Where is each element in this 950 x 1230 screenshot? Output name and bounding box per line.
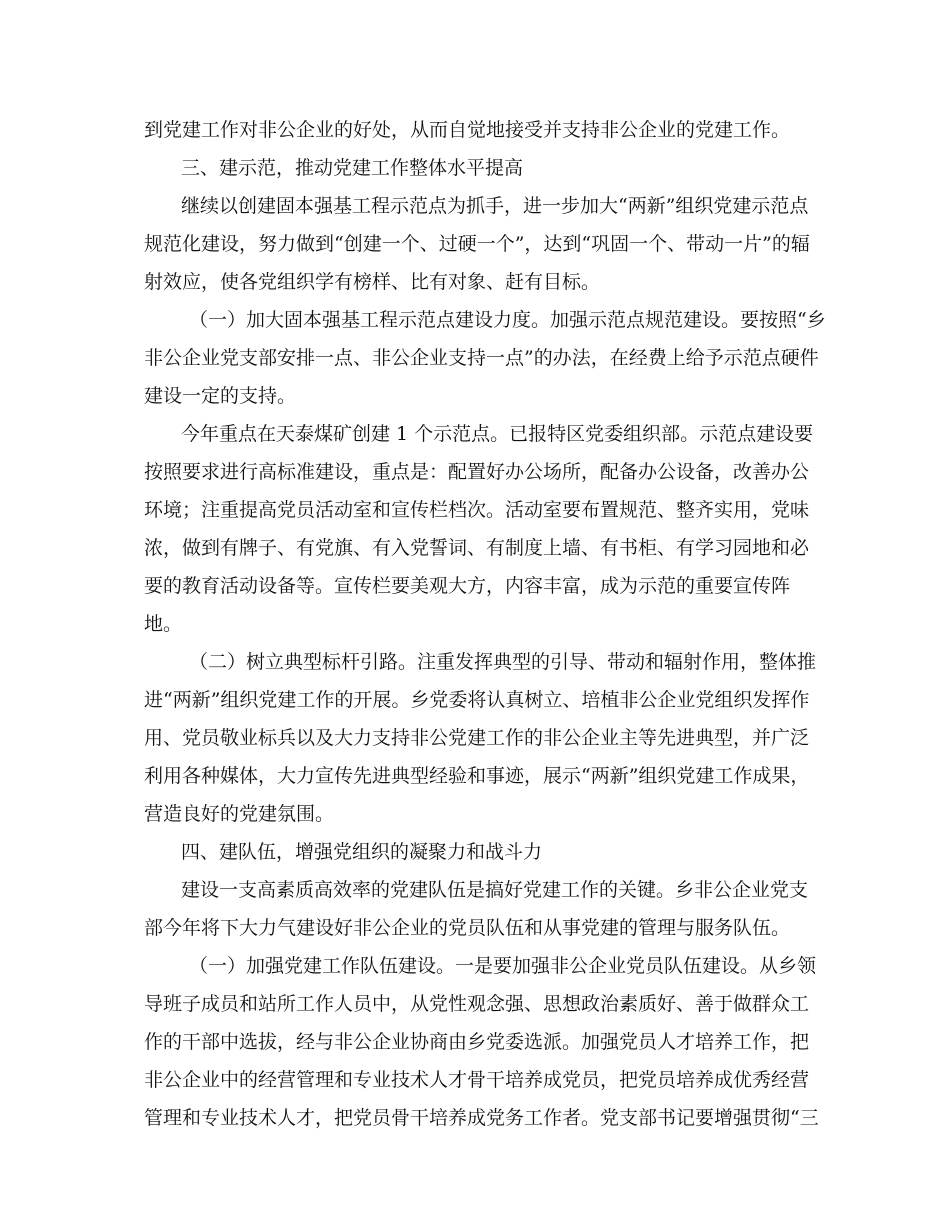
paragraph-line: 到党建工作对非公企业的好处，从而自觉地接受并支持非公企业的党建工作。	[144, 119, 791, 141]
paragraph-line: 要的教育活动设备等。宣传栏要美观大方，内容丰富，成为示范的重要宣传阵	[144, 575, 791, 597]
paragraph-line: 利用各种媒体，大力宣传先进典型经验和事迹，展示“两新”组织党建工作成果，	[144, 765, 810, 787]
paragraph-line: 建设一定的支持。	[144, 385, 297, 407]
paragraph-line: 导班子成员和站所工作人员中，从党性观念强、思想政治素质好、善于做群众工	[144, 993, 810, 1015]
paragraph-line: （二）树立典型标杆引路。注重发挥典型的引导、带动和辐射作用，整体推	[189, 651, 817, 673]
paragraph-line: 按照要求进行高标准建设，重点是：配置好办公场所，配备办公设备，改善办公	[144, 461, 810, 483]
section-heading-4: 四、建队伍，增强党组织的凝聚力和战斗力	[181, 841, 543, 863]
paragraph-line: 今年重点在天泰煤矿创建 1 个示范点。已报特区党委组织部。示范点建设要	[181, 423, 814, 445]
paragraph-line: 继续以创建固本强基工程示范点为抓手，进一步加大“两新”组织党建示范点	[181, 195, 809, 217]
paragraph-line: 用、党员敬业标兵以及大力支持非公党建工作的非公企业主等先进典型，并广泛	[144, 727, 810, 749]
paragraph-line: 部今年将下大力气建设好非公企业的党员队伍和从事党建的管理与服务队伍。	[144, 917, 791, 939]
paragraph-line: 规范化建设，努力做到“创建一个、过硬一个”，达到“巩固一个、带动一片”的辐	[144, 233, 810, 255]
paragraph-line: 作的干部中选拔，经与非公企业协商由乡党委选派。加强党员人才培养工作，把	[144, 1031, 810, 1053]
paragraph-line: 环境；注重提高党员活动室和宣传栏档次。活动室要布置规范、整齐实用，党味	[144, 499, 810, 521]
paragraph-line: 浓，做到有牌子、有党旗、有入党誓词、有制度上墙、有书柜、有学习园地和必	[144, 537, 810, 559]
paragraph-line: 射效应，使各党组织学有榜样、比有对象、赶有目标。	[144, 271, 601, 293]
paragraph-line: 管理和专业技术人才，把党员骨干培养成党务工作者。党支部书记要增强贯彻“三	[144, 1107, 819, 1129]
paragraph-line: 建设一支高素质高效率的党建队伍是搞好党建工作的关键。乡非公企业党支	[181, 879, 809, 901]
paragraph-line: 进“两新”组织党建工作的开展。乡党委将认真树立、培植非公企业党组织发挥作	[144, 689, 810, 711]
paragraph-line: （一）加强党建工作队伍建设。一是要加强非公企业党员队伍建设。从乡领	[189, 955, 817, 977]
section-heading-3: 三、建示范，推动党建工作整体水平提高	[181, 157, 524, 179]
paragraph-line: （一）加大固本强基工程示范点建设力度。加强示范点规范建设。要按照“乡	[189, 309, 826, 331]
paragraph-line: 营造良好的党建氛围。	[144, 803, 335, 825]
paragraph-line: 地。	[144, 613, 183, 635]
paragraph-line: 非公企业党支部安排一点、非公企业支持一点”的办法，在经费上给予示范点硬件	[144, 347, 819, 369]
paragraph-line: 非公企业中的经营管理和专业技术人才骨干培养成党员，把党员培养成优秀经营	[144, 1069, 810, 1091]
